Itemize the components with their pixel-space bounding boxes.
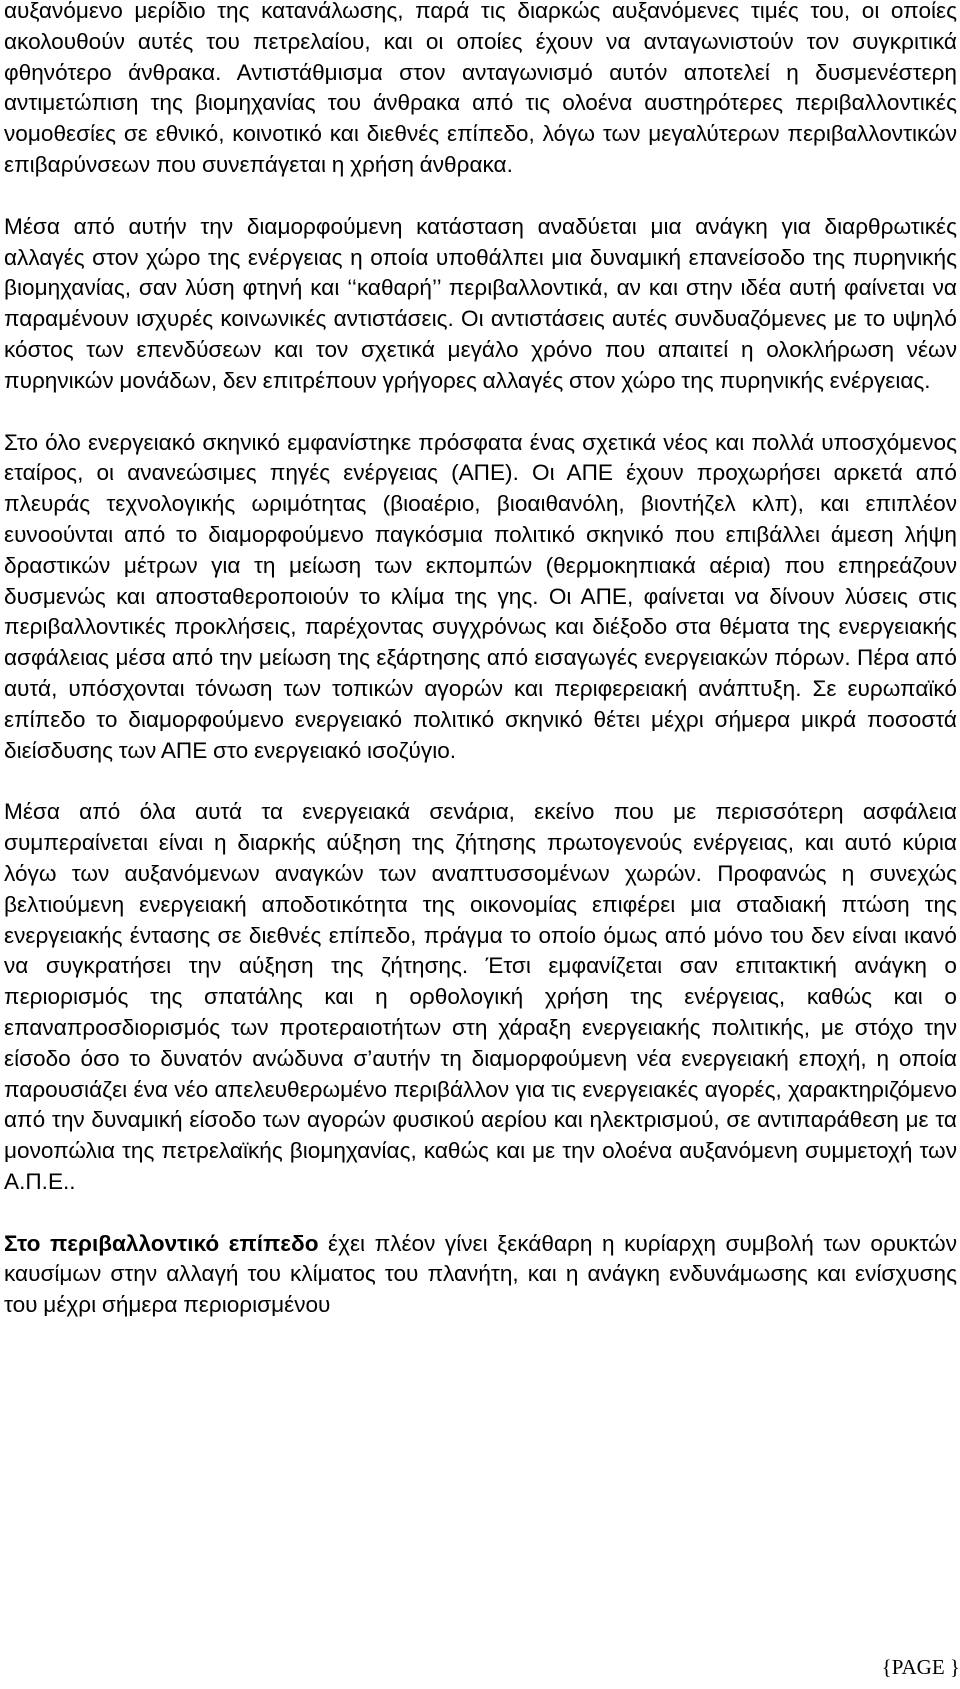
- body-paragraph-2: Μέσα από αυτήν την διαμορφούμενη κατάσταση αναδύεται μια ανάγκη για διαρθρωτικές αλλαγές στον χώρο της ενέργειας η οποία υποθάλπει μια δυναμική επανείσοδο της πυρηνικής βιομηχανίας, σαν λύση φτηνή και ‘‘καθαρή’’ περιβαλλοντικά, αν και στην ιδέα αυτή φαίνεται να παραμένουν ισχυρές κοινωνικές αντιστάσεις. Οι αντιστάσεις αυτές συνδυαζόμενες με το υψηλό κόστος των επενδύσεων και τον σχετικά μεγάλο χρόνο που απαιτεί η ολοκλήρωση νέων πυρηνικών μονάδων, δεν επιτρέπουν γρήγορες αλλαγές στον χώρο της πυρηνικής ενέργειας.: [4, 213, 957, 393]
- body-paragraph-5-text: έχει πλέον γίνει ξεκάθαρη η κυρίαρχη συμβολή των ορυκτών καυσίμων στην αλλαγή του κλίματος του πλανήτη, και η ανάγκη ενδυνάμωσης και ενίσχυσης του μέχρι σήμερα περιορισμένου: [4, 1230, 957, 1318]
- page-number-field: {PAGE }: [881, 1655, 960, 1679]
- environment-lead-heading: Στο περιβαλλοντικό επίπεδο: [4, 1230, 319, 1256]
- body-paragraph-4: Μέσα από όλα αυτά τα ενεργειακά σενάρια, εκείνο που με περισσότερη ασφάλεια συμπεραίνεται είναι η διαρκής αύξηση της ζήτησης πρωτογενούς ενέργειας, και αυτό κύρια λόγω των αυξανόμενων αναγκών των αναπτυσσομένων χωρών. Προφανώς η συνεχώς βελτιούμενη ενεργειακή αποδοτικότητα της οικονομίας επιφέρει μια σταδιακή πτώση της ενεργειακής έντασης σε διεθνές επίπεδο, πράγμα το οποίο όμως από μόνο του δεν είναι ικανό να συγκρατήσει την αύξηση της ζήτησης. Έτσι εμφανίζεται σαν επιτακτική ανάγκη ο περιορισμός της σπατάλης και η ορθολογική χρήση της ενέργειας, καθώς και ο επαναπροσδιορισμός των προτεραιοτήτων στη χάραξη ενεργειακής πολιτικής, με στόχο την είσοδο όσο το δυνατόν ανώδυνα σ’αυτήν τη διαμορφούμενη νέα ενεργειακή εποχή, η οποία παρουσιάζει ένα νέο απελευθερωμένο περιβάλλον για τις ενεργειακές αγορές, χαρακτηριζόμενο από την δυναμική είσοδο των αγορών φυσικού αερίου και ηλεκτρισμού, σε αντιπαράθεση με τα μονοπώλια της πετρελαϊκής βιομηχανίας, καθώς και με την ολοένα αυξανόμενη συμμετοχή των Α.Π.Ε..: [4, 799, 957, 1194]
- body-paragraph-5: [0, 1229, 960, 1321]
- body-paragraph-1: αυξανόμενο μερίδιο της κατανάλωσης, παρά τις διαρκώς αυξανόμενες τιμές του, οι οποίες ακολουθούν αυτές του πετρελαίου, και οι οποίες έχουν να ανταγωνιστούν τον συγκριτικά φθηνότερο άνθρακα. Αντιστάθμισμα στον ανταγωνισμό αυτόν αποτελεί η δυσμενέστερη αντιμετώπιση της βιομηχανίας του άνθρακα από τις ολοένα αυστηρότερες περιβαλλοντικές νομοθεσίες σε εθνικό, κοινοτικό και διεθνές επίπεδο, λόγω των μεγαλύτερων περιβαλλοντικών επιβαρύνσεων που συνεπάγεται η χρήση άνθρακα.: [4, 0, 957, 177]
- body-paragraph-3: Στο όλο ενεργειακό σκηνικό εμφανίστηκε πρόσφατα ένας σχετικά νέος και πολλά υποσχόμενος εταίρος, οι ανανεώσιμες πηγές ενέργειας (ΑΠΕ). Οι ΑΠΕ έχουν προχωρήσει αρκετά από πλευράς τεχνολογικής ωριμότητας (βιοαέριο, βιοαιθανόλη, βιοντήζελ κλπ), και επιπλέον ευνοούνται από το διαμορφούμενο παγκόσμια πολιτικό σκηνικό που επιβάλλει άμεση λήψη δραστικών μέτρων για τη μείωση των εκπομπών (θερμοκηπιακά αέρια) που επηρεάζουν δυσμενώς και αποσταθεροποιούν το κλίμα της γης. Οι ΑΠΕ, φαίνεται να δίνουν λύσεις στις περιβαλλοντικές προκλήσεις, παρέχοντας συγχρόνως και διέξοδο στα θέματα της ενεργειακής ασφάλειας μέσα από την μείωση της εξάρτησης από εισαγωγές ενεργειακών πόρων. Πέρα από αυτά, υπόσχονται τόνωση των τοπικών αγορών και περιφερειακή ανάπτυξη. Σε ευρωπαϊκό επίπεδο το διαμορφούμενο ενεργειακό πολιτικό σκηνικό θέτει μέχρι σήμερα μικρά ποσοστά διείσδυσης των ΑΠΕ στο ενεργειακό ισοζύγιο.: [4, 429, 957, 763]
